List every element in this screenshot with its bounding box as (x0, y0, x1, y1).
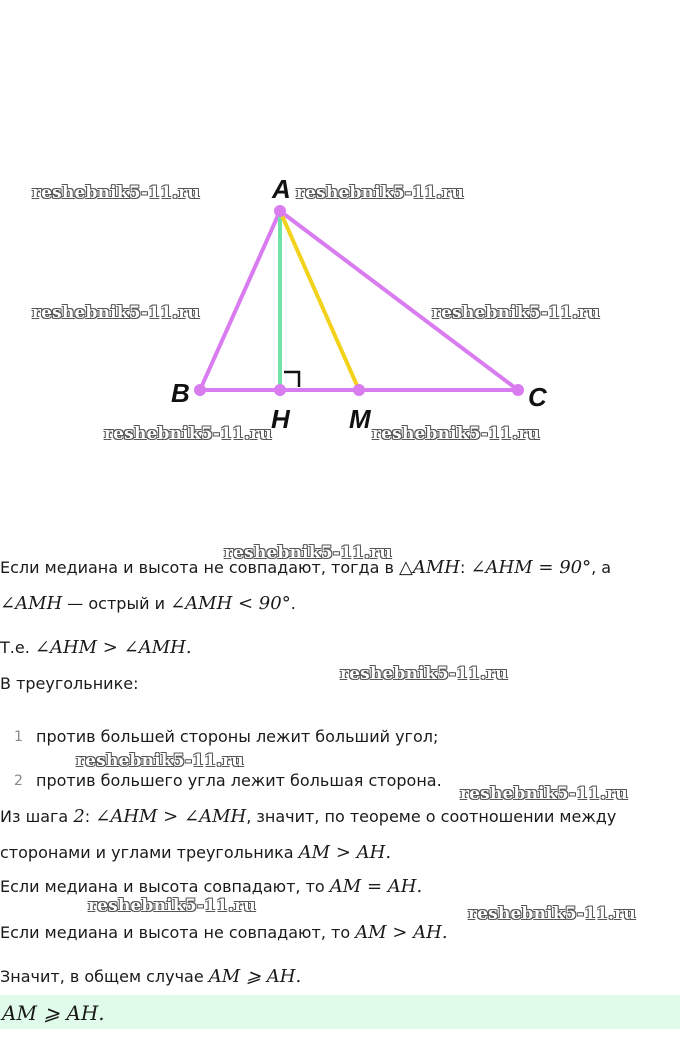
watermark: reshebnik5-11.ru (372, 424, 540, 444)
math-triangle-amh: △AMH (398, 557, 460, 578)
label-b: B (171, 378, 190, 408)
label-m: M (349, 404, 371, 434)
math-am-gt-ah: AM > AH. (355, 922, 448, 943)
math-am-ge-ah: AM ⩾ AH. (208, 966, 302, 987)
triangle-figure (0, 0, 680, 520)
list-text: против большего угла лежит большая сторона. (36, 771, 442, 790)
median-am (280, 211, 359, 390)
watermark: reshebnik5-11.ru (224, 543, 392, 563)
label-h: H (271, 404, 290, 434)
point-c (512, 384, 524, 396)
triangle-diagram (0, 0, 680, 520)
math-angle-amh-less: ∠AMH < 90° (170, 593, 291, 614)
list-number: 2 (14, 773, 23, 789)
text-line-3: Т.е. ∠AHM > ∠AMH. (0, 637, 192, 658)
math-am-eq-ah: AM = AH. (329, 876, 423, 897)
math-angle-ahm: ∠AHM = 90° (470, 557, 592, 578)
point-m (353, 384, 365, 396)
text-line-6: сторонами и углами треугольника AM > AH. (0, 842, 392, 863)
point-b (194, 384, 206, 396)
label-c: C (528, 382, 547, 412)
watermark: reshebnik5-11.ru (76, 751, 244, 771)
watermark: reshebnik5-11.ru (88, 896, 256, 916)
text-line-7: Если медиана и высота совпадают, то AM = AH. (0, 876, 423, 897)
math-angle-amh: ∠AMH (0, 593, 63, 614)
text-line-4: В треугольнике: (0, 674, 139, 693)
math-inequality: ∠AHM > ∠AMH (95, 806, 247, 827)
text-line-8: Если медиана и высота не совпадают, то AM > AH. (0, 922, 448, 943)
right-angle-mark (284, 372, 299, 387)
answer-box (0, 995, 680, 1029)
list-number: 1 (14, 729, 23, 745)
triangle-abc (200, 211, 518, 390)
watermark: reshebnik5-11.ru (340, 664, 508, 684)
point-a (274, 205, 286, 217)
math-step: 2 (73, 806, 85, 827)
watermark: reshebnik5-11.ru (32, 183, 200, 203)
watermark: reshebnik5-11.ru (468, 904, 636, 924)
text-line-1: Если медиана и высота не совпадают, тогда в △AMH: ∠AHM = 90°, а (0, 557, 612, 578)
math-inequality: ∠AHM > ∠AMH. (34, 637, 192, 658)
text-line-5: Из шага 2: ∠AHM > ∠AMH, значит, по теореме о соотношении между (0, 806, 617, 827)
watermark: reshebnik5-11.ru (104, 424, 272, 444)
answer-text: AM ⩾ AH. (2, 1001, 105, 1025)
label-a: A (272, 174, 291, 204)
watermark: reshebnik5-11.ru (296, 183, 464, 203)
watermark: reshebnik5-11.ru (32, 303, 200, 323)
watermark: reshebnik5-11.ru (460, 784, 628, 804)
list-text: против большей стороны лежит больший угол; (36, 727, 439, 746)
text-line-9: Значит, в общем случае AM ⩾ AH. (0, 966, 302, 987)
math-am-gt-ah: AM > AH. (298, 842, 392, 863)
text-line-2: ∠AMH — острый и ∠AMH < 90°. (0, 593, 296, 614)
point-h (274, 384, 286, 396)
watermark: reshebnik5-11.ru (432, 303, 600, 323)
